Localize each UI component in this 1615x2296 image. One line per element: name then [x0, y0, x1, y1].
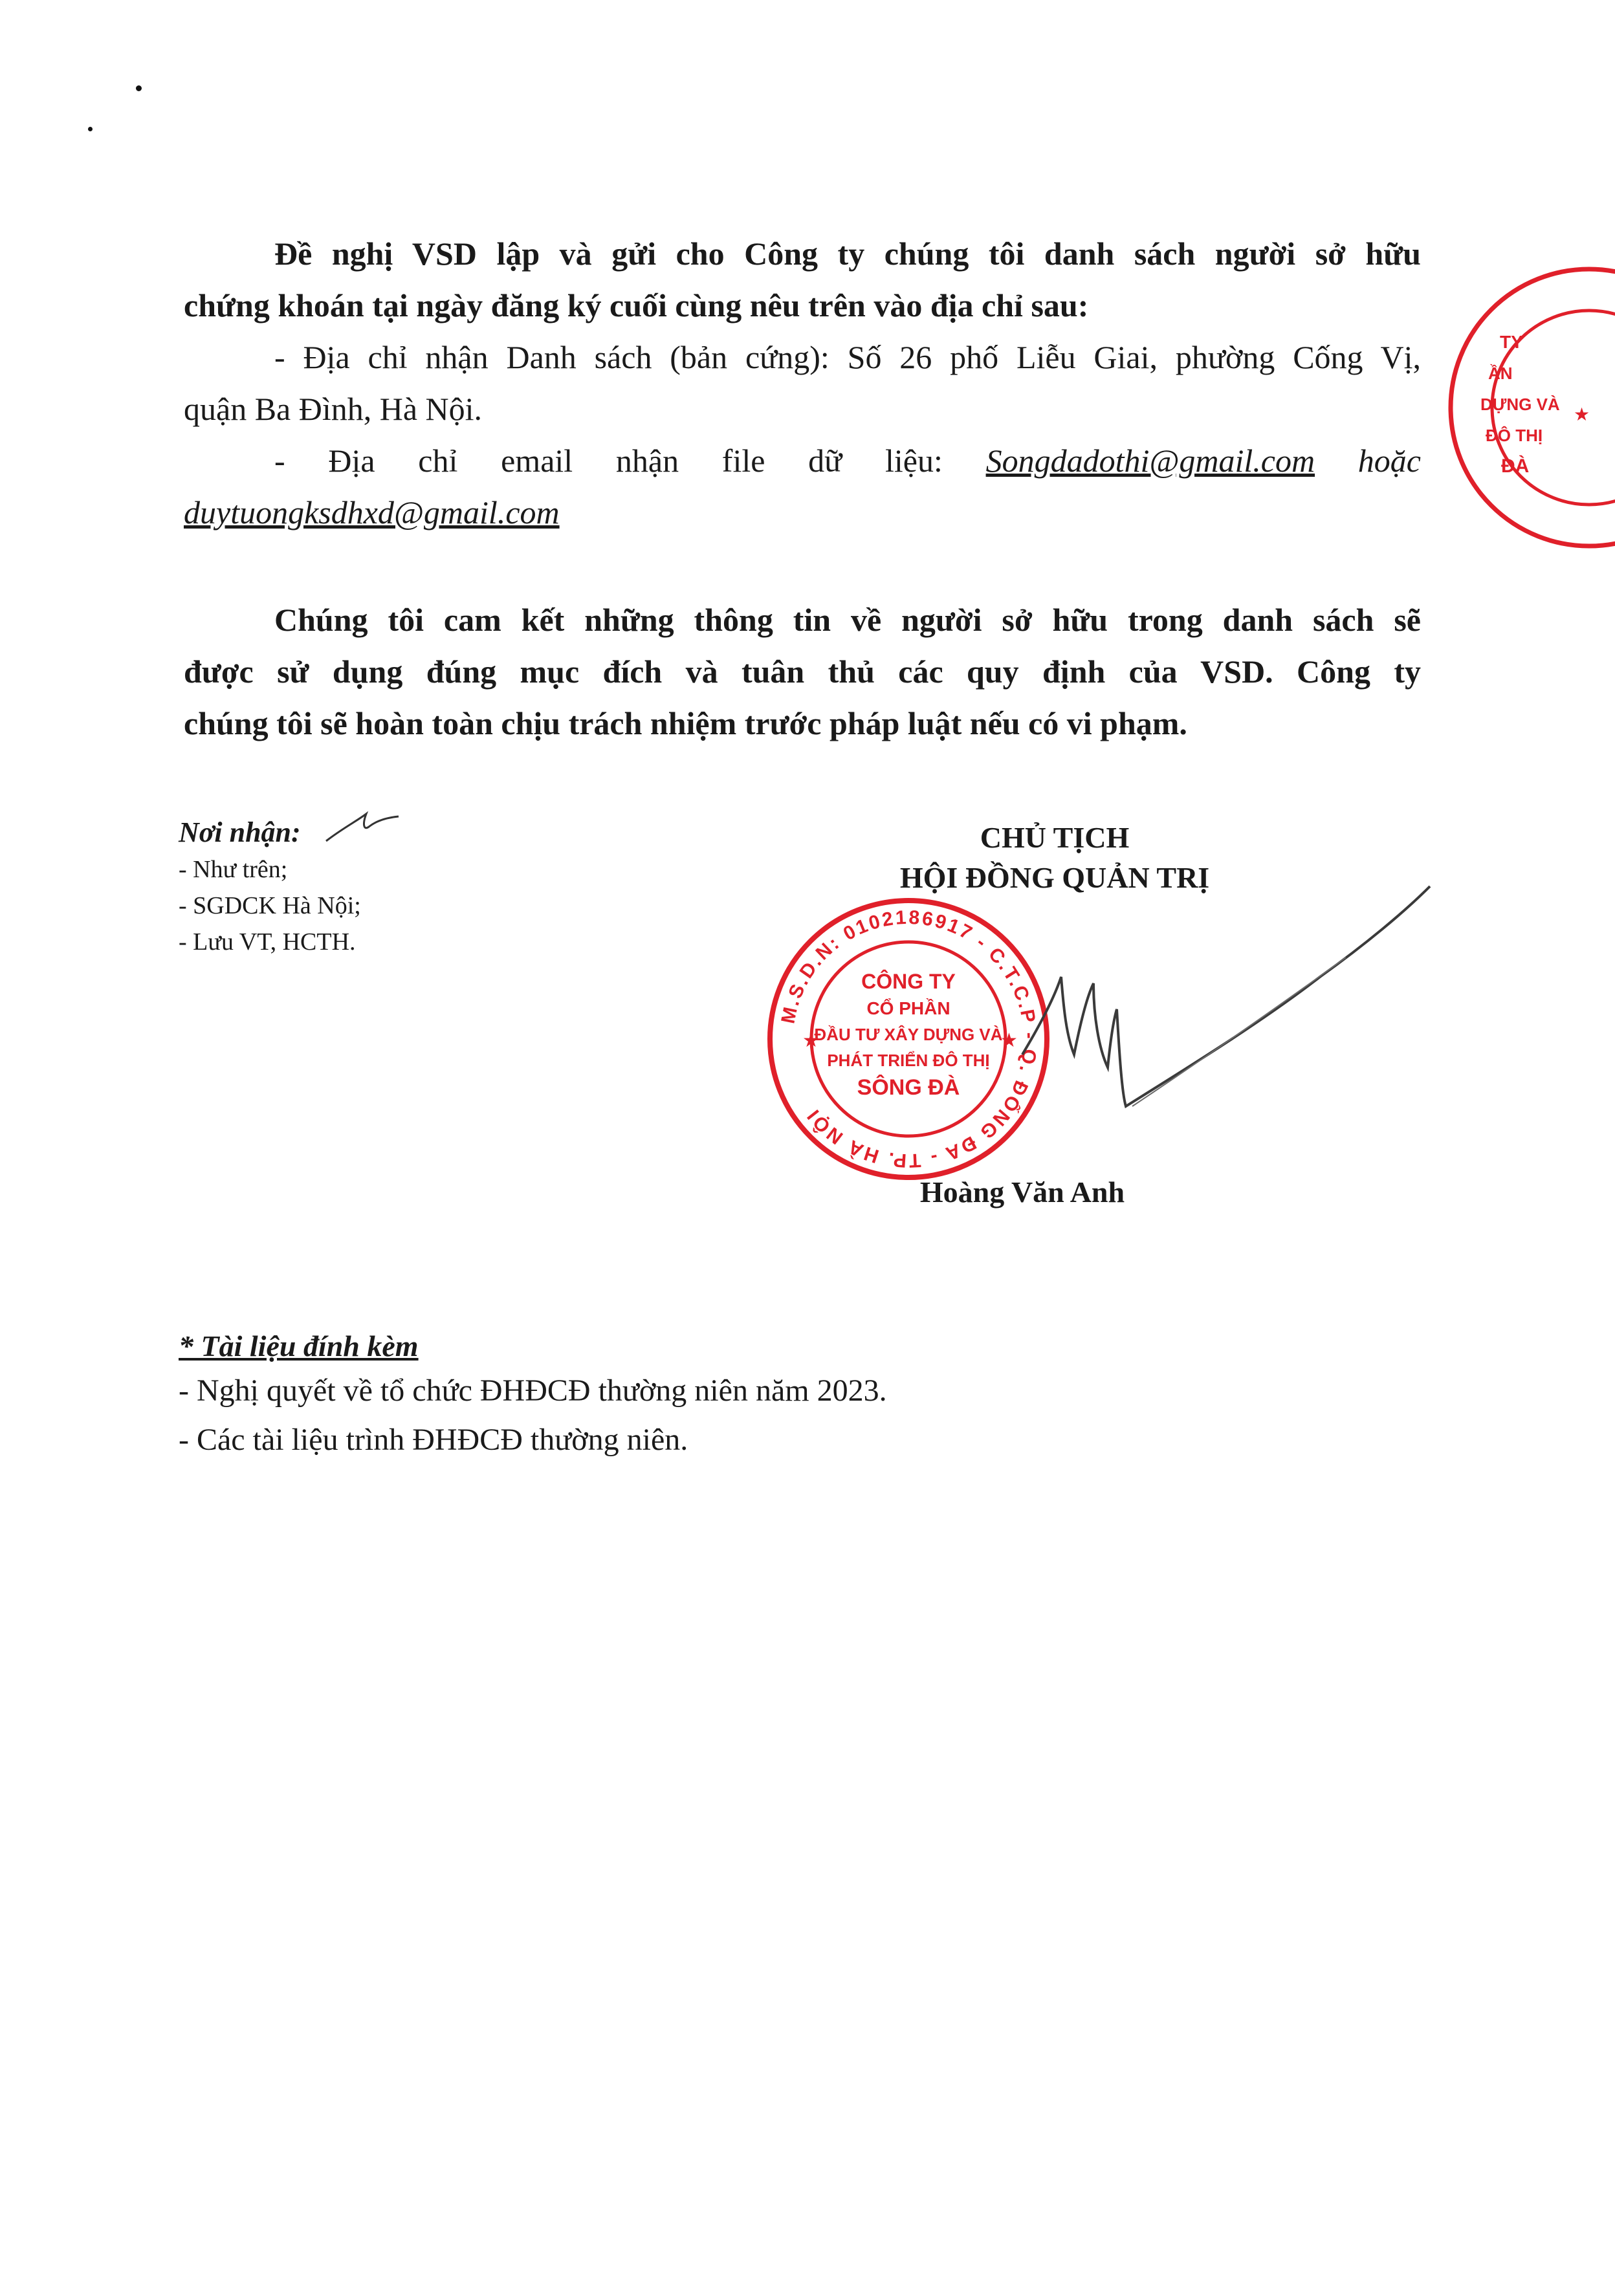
email-link-1[interactable]: Songdadothi@gmail.com: [985, 443, 1315, 479]
attachment-item: - Nghị quyết về tổ chức ĐHĐCĐ thường niên năm 2023.: [179, 1373, 887, 1408]
commitment-section: [184, 594, 1421, 749]
request-line-2: chứng khoán tại ngày đăng ký cuối cùng nêu trên vào địa chỉ sau:: [184, 287, 1089, 323]
svg-text:ĐÔ THỊ: ĐÔ THỊ: [1486, 426, 1543, 445]
recipient-item: - SGDCK Hà Nội;: [179, 892, 361, 919]
seal-line-4: PHÁT TRIỂN ĐÔ THỊ: [827, 1051, 990, 1070]
signature-title-line-2: HỘI ĐỒNG QUẢN TRỊ: [899, 861, 1210, 894]
initial-mark: [324, 809, 401, 847]
request-line-1: Đề nghị VSD lập và gửi cho Công ty chúng tôi danh sách người sở hữu: [274, 235, 1421, 272]
recipient-item: - Như trên;: [179, 856, 288, 883]
svg-text:★: ★: [1000, 1030, 1018, 1051]
svg-text:★: ★: [802, 1030, 820, 1051]
signer-name: Hoàng Văn Anh: [919, 1175, 1125, 1208]
email-line-2: [184, 487, 1421, 538]
email-or: hoặc: [1315, 443, 1421, 479]
seal-line-5: SÔNG ĐÀ: [857, 1075, 960, 1100]
request-section: [184, 228, 1421, 538]
commitment-line-2: được sử dụng đúng mục đích và tuân thủ các quy định của VSD. Công ty: [184, 653, 1421, 690]
address-line-2: quận Ba Đình, Hà Nội.: [184, 391, 483, 427]
svg-text:ẦN: ẦN: [1488, 364, 1513, 383]
email-link-2[interactable]: duytuongksdhxd@gmail.com: [184, 494, 560, 530]
commitment-line-1: Chúng tôi cam kết những thông tin về người sở hữu trong danh sách sẽ: [274, 602, 1421, 638]
recipients-block: [179, 814, 632, 960]
address-line-1: - Địa chỉ nhận Danh sách (bản cứng): Số 26 phố Liễu Giai, phường Cống Vị,: [274, 339, 1421, 375]
email-label: - Địa chỉ email nhận file dữ liệu:: [274, 443, 986, 479]
seal-ring-text: M.S.D.N: 0102186917 - C.T.C.P - Q. ĐỐNG ĐA - TP. HÀ NỘI: [777, 906, 1041, 1172]
attachments-heading: * Tài liệu đính kèm: [179, 1329, 419, 1362]
email-line: [184, 435, 1421, 487]
partial-seal: [1447, 265, 1615, 550]
handwritten-signature: [983, 860, 1436, 1145]
svg-text:DỰNG VÀ: DỰNG VÀ: [1480, 395, 1560, 414]
recipients-heading: Nơi nhận:: [179, 816, 301, 848]
attachment-item: - Các tài liệu trình ĐHĐCĐ thường niên.: [179, 1423, 688, 1457]
svg-text:ĐÀ: ĐÀ: [1501, 455, 1530, 477]
seal-line-2: CỔ PHẦN: [866, 998, 950, 1018]
attachments-block: [179, 1326, 1149, 1465]
commitment-line-3: chúng tôi sẽ hoàn toàn chịu trách nhiệm trước pháp luật nếu có vi phạm.: [184, 705, 1187, 741]
svg-text:★: ★: [1574, 404, 1590, 424]
recipient-item: - Lưu VT, HCTH.: [179, 928, 356, 956]
svg-text:TY: TY: [1500, 332, 1523, 352]
scan-speck: [88, 127, 93, 131]
scan-speck: [136, 85, 142, 91]
seal-line-3: ĐẦU TƯ XÂY DỰNG VÀ: [814, 1025, 1003, 1044]
seal-line-1: CÔNG TY: [861, 970, 956, 993]
signature-title-line-1: CHỦ TỊCH: [980, 821, 1130, 854]
